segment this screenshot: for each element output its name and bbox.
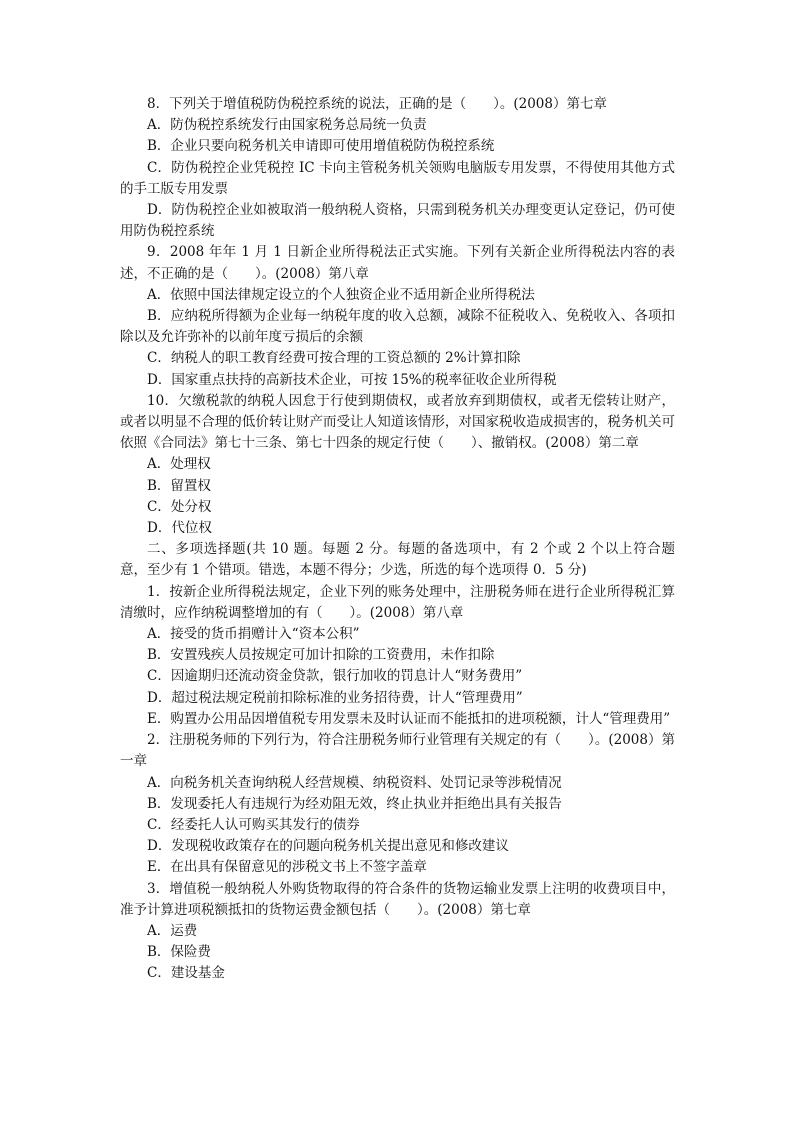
multi-question-1-stem: 1．按新企业所得税法规定，企业下列的账务处理中，注册税务师在进行企业所得税汇算清缴时，应作纳税调整增加的有（ ）。(2008）第八章	[120, 583, 675, 621]
multi-question-2-option-a: A．向税务机关查询纳税人经营规模、纳税资料、处罚记录等涉税情况	[147, 774, 562, 791]
multi-question-1-option-c: C．因逾期归还流动资金贷款，银行加收的罚息计人“财务费用”	[147, 668, 523, 685]
question-8-option-b: B．企业只要向税务机关申请即可使用增值税防伪税控系统	[147, 138, 495, 155]
question-8-option-c: C．防伪税控企业凭税控 IC 卡向主管税务机关领购电脑版专用发票，不得使用其他方式的手工版专用发票	[120, 159, 675, 197]
multi-question-3-option-c: C．建设基金	[147, 965, 225, 982]
multi-question-3-option-b: B．保险费	[147, 944, 211, 961]
multi-question-1-option-d: D．超过税法规定税前扣除标准的业务招待费，计人“管理费用”	[147, 689, 523, 706]
question-9-stem: 9．2008 年年 1 月 1 日新企业所得税法正式实施。下列有关新企业所得税法内容的表述，不正确的是（ ）。(2008）第八章	[120, 244, 675, 282]
question-8-stem: 8．下列关于增值税防伪税控系统的说法，正确的是（ ）。(2008）第七章	[147, 96, 607, 112]
question-8-option-d: D．防伪税控企业如被取消一般纳税人资格，只需到税务机关办理变更认定登记，仍可使用防伪税控系统	[120, 202, 675, 240]
multi-question-2-option-d: D．发现税收政策存在的问题向税务机关提出意见和修改建议	[147, 838, 509, 855]
section-2-heading: 二、多项选择题(共 10 题。每题 2 分。每题的备选项中，有 2 个或 2 个以上符合题意，至少有 1 个错项。错选，本题不得分；少选，所选的每个选项得 0．5 分)	[120, 541, 675, 579]
question-8-option-a: A．防伪税控系统发行由国家税务总局统一负责	[147, 117, 427, 134]
multi-question-2-option-e: E．在出具有保留意见的涉税文书上不签字盖章	[147, 859, 427, 876]
question-10-option-a: A．处理权	[147, 456, 211, 473]
question-9-option-c: C．纳税人的职工教育经费可按合理的工资总额的 2%计算扣除	[147, 350, 521, 367]
question-9-option-b: B．应纳税所得额为企业每一纳税年度的收入总额，减除不征税收入、免税收入、各项扣除以及允许弥补的以前年度亏损后的余额	[120, 308, 675, 346]
multi-question-2-option-c: C．经委托人认可购买其发行的债券	[147, 816, 360, 833]
question-10-option-d: D．代位权	[147, 520, 212, 537]
multi-question-3-option-a: A．运费	[147, 922, 198, 939]
multi-question-1-option-a: A．接受的货币捐赠计入“资本公积”	[147, 626, 360, 643]
question-10-option-c: C．处分权	[147, 498, 212, 515]
document-body	[120, 94, 675, 985]
multi-question-1-option-b: B．安置残疾人员按规定可加计扣除的工资费用，未作扣除	[147, 647, 495, 664]
question-9-option-a: A．依照中国法律规定设立的个人独资企业不适用新企业所得税法	[147, 286, 535, 303]
multi-question-3-stem: 3．增值税一般纳税人外购货物取得的符合条件的货物运输业发票上注明的收费项目中，准予计算进项税额抵扣的货物运费金额包括（ ）。(2008）第七章	[120, 880, 675, 918]
question-10-option-b: B．留置权	[147, 477, 211, 494]
question-9-option-d: D．国家重点扶持的高新技术企业，可按 15%的税率征收企业所得税	[147, 371, 557, 388]
multi-question-1-option-e: E．购置办公用品因增值税专用发票未及时认证而不能抵扣的进项税额，计人“管理费用”	[147, 710, 671, 727]
multi-question-2-option-b: B．发现委托人有违规行为经劝阻无效，终止执业并拒绝出具有关报告	[147, 795, 562, 812]
multi-question-2-stem: 2．注册税务师的下列行为，符合注册税务师行业管理有关规定的有（ ）。(2008）第一章	[120, 732, 675, 770]
question-10-stem: 10．欠缴税款的纳税人因怠于行使到期债权，或者放弃到期债权，或者无偿转让财产，或者以明显不合理的低价转让财产而受让人知道该情形，对国家税收造成损害的，税务机关可依照《合同法》第七十三条、第七十四条的规定行使（ ）、撤销权。(2008）第二章	[120, 392, 675, 452]
